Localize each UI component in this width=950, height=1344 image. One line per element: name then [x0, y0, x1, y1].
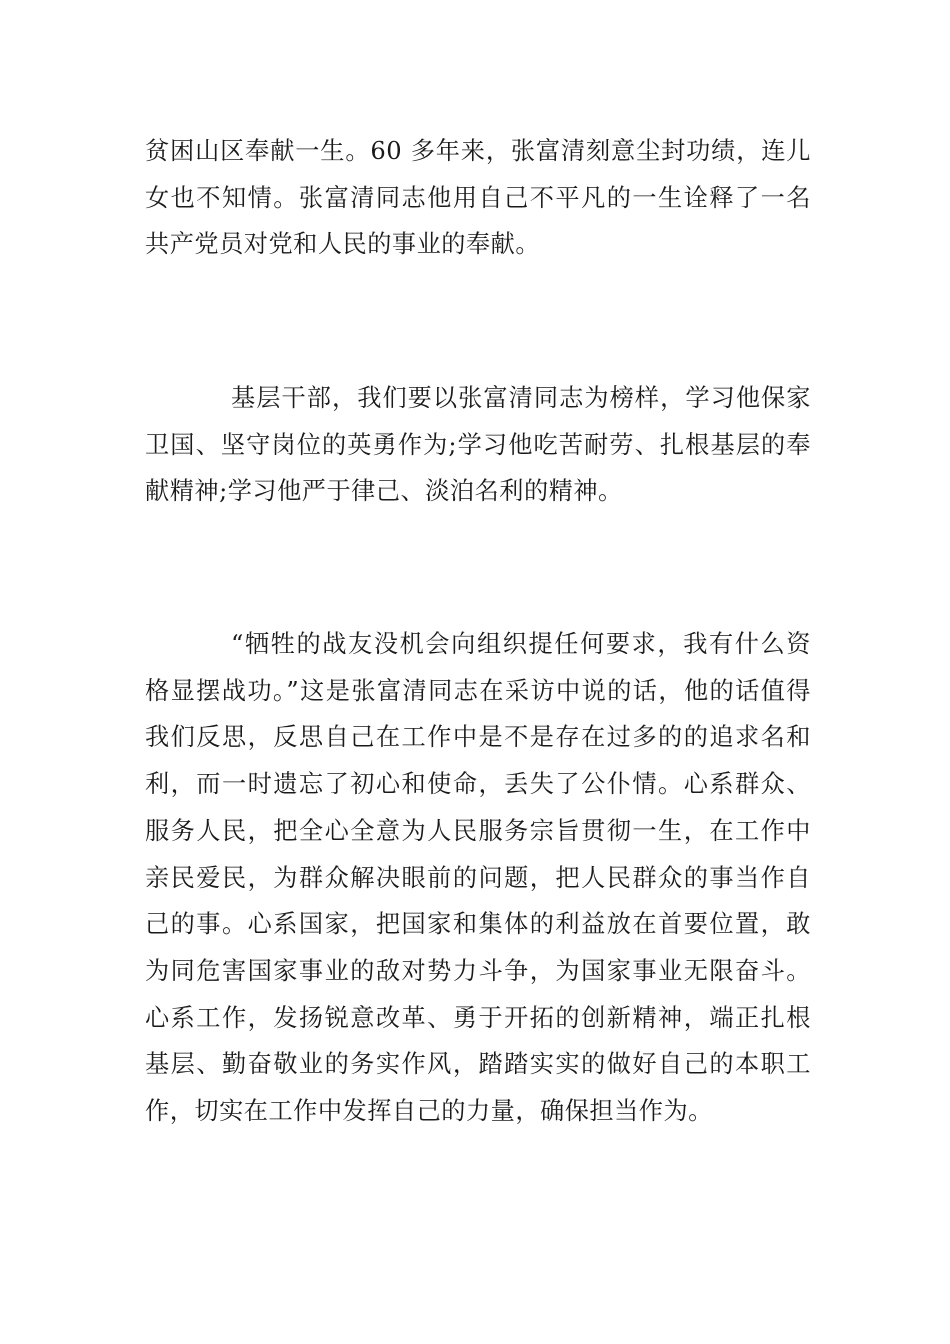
paragraph-1: 贫困山区奉献一生。60 多年来，张富清刻意尘封功绩，连儿女也不知情。张富清同志他用自己不平凡的一生诠释了一名共产党员对党和人民的事业的奉献。: [145, 137, 811, 259]
paragraph-3: “牺牲的战友没机会向组织提任何要求，我有什么资格显摆战功。”这是张富清同志在采访中说的话，他的话值得我们反思，反思自己在工作中是不是存在过多的的追求名和利，而一时遗忘了初心和使命，丢失了公仆情。心系群众、服务人民，把全心全意为人民服务宗旨贯彻一生，在工作中亲民爱民，为群众解决眼前的问题，把人民群众的事当作自己的事。心系国家，把国家和集体的利益放在首要位置，敢为同危害国家事业的敌对势力斗争，为国家事业无限奋斗。心系工作，发扬锐意改革、勇于开拓的创新精神，端正扎根基层、勤奋敬业的务实作风，踏踏实实的做好自己的本职工作，切实在工作中发挥自己的力量，确保担当作为。: [145, 630, 811, 1126]
paragraph-2: 基层干部，我们要以张富清同志为榜样，学习他保家卫国、坚守岗位的英勇作为;学习他吃苦耐劳、扎根基层的奉献精神;学习他严于律己、淡泊名利的精神。: [145, 384, 811, 506]
